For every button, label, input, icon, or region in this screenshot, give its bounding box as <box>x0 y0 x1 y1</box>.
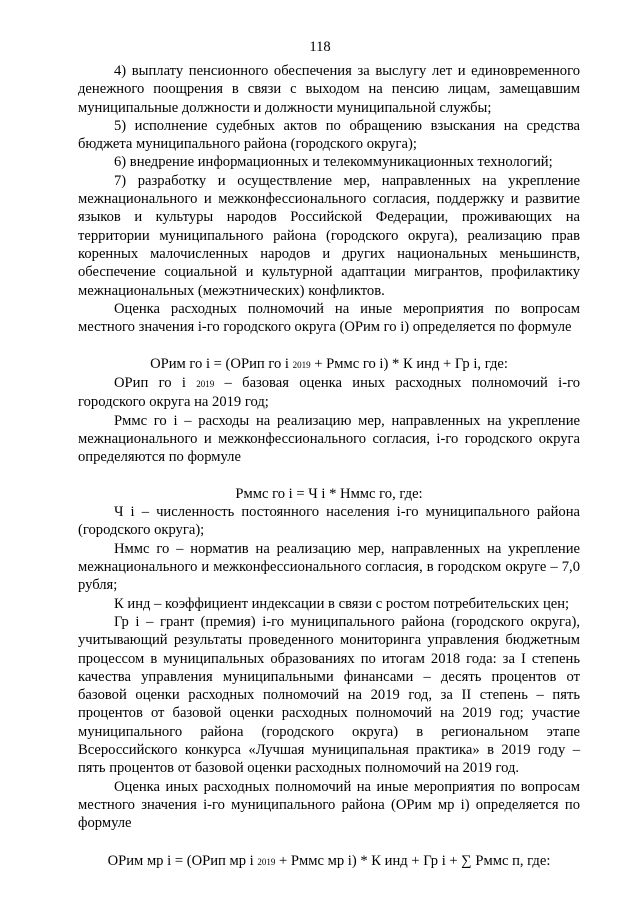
definition-orip-go <box>78 374 580 412</box>
formula-part: ОРим мр i = (ОРип мр i <box>107 853 258 870</box>
paragraph-item-7: 7) разработку и осуществление мер, направленных на укрепление межнационального и межконфессионального согласия, поддержку и развитие языков и культуры народов Российской Федерации, проживающих на территории муниципального района (городского округа), реализацию прав коренных малочисленных народов и других национальных меньшинств, обеспечение социальной и культурной адаптации мигрантов, профилактику межнациональных (межэтнических) конфликтов. <box>78 172 580 299</box>
document-body <box>78 62 580 872</box>
formula-orim-mr <box>78 852 580 871</box>
paragraph-assessment-district: Оценка иных расходных полномочий на иные мероприятия по вопросам местного значения i-го муниципального района (ОРим мр i) определяется по формуле <box>78 778 580 832</box>
formula-orim-go <box>78 355 580 374</box>
formula-subscript: 2019 <box>257 857 276 868</box>
definition-subscript: 2019 <box>196 379 215 390</box>
definition-grant: Гр i – грант (премия) i-го муниципального района (городского округа), учитывающий результаты проведенного мониторинга управления бюджетным процессом в муниципальных образованиях по итогам 2018 года: за I степень качества управления муниципальными финансами – десять процентов от базовой оценки расходных полномочий на 2019 год, за II степень – пять процентов от базовой оценки расходных полномочий на 2019 год; участие муниципального района (городского округа) в региональном этапе Всероссийского конкурса «Лучшая муниципальная практика» в 2019 году – пять процентов от базовой оценки расходных полномочий на 2019 год. <box>78 613 580 777</box>
paragraph-item-5: 5) исполнение судебных актов по обращению взыскания на средства бюджета муниципального района (городского округа); <box>78 117 580 153</box>
definition-population: Ч i – численность постоянного населения i-го муниципального района (городского округа); <box>78 504 580 539</box>
paragraph-assessment-city: Оценка расходных полномочий на иные мероприятия по вопросам местного значения i-го городского округа (ОРим го i) определяется по формуле <box>78 300 580 336</box>
definition-part: – базовая оценка иных расходных полномочий i-го городского округа на 2019 год; <box>78 375 580 411</box>
formula-part: + Рммс мр i) * К инд + Гр i + ∑ Рммс п, где: <box>275 853 551 870</box>
paragraph-item-4: 4) выплату пенсионного обеспечения за выслугу лет и единовременного денежного поощрения в связи с выходом на пенсию лицам, замещавшим муниципальные должности и должности муниципальной службы; <box>78 63 580 116</box>
definition-index: К инд – коэффициент индексации в связи с ростом потребительских цен; <box>114 595 570 612</box>
formula-rmms-go: Рммс го i = Ч i * Нммс го, где: <box>235 485 423 502</box>
definition-part: ОРип го i <box>114 375 197 392</box>
definition-rmms-go: Рммс го i – расходы на реализацию мер, направленных на укрепление межнационального и межконфессионального согласия, i-го городского округа определяются по формуле <box>78 412 580 466</box>
paragraph-item-6: 6) внедрение информационных и телекоммуникационных технологий; <box>114 154 553 171</box>
formula-part: + Рммс го i) * К инд + Гр i, где: <box>310 355 508 372</box>
formula-part: ОРим го i = (ОРип го i <box>150 355 293 372</box>
definition-norm: Нммс го – норматив на реализацию мер, направленных на укрепление межнационального и межконфессионального согласия, в городском округе – 7,0 рубля; <box>78 540 580 594</box>
formula-subscript: 2019 <box>292 359 311 370</box>
page-number: 118 <box>309 39 331 55</box>
